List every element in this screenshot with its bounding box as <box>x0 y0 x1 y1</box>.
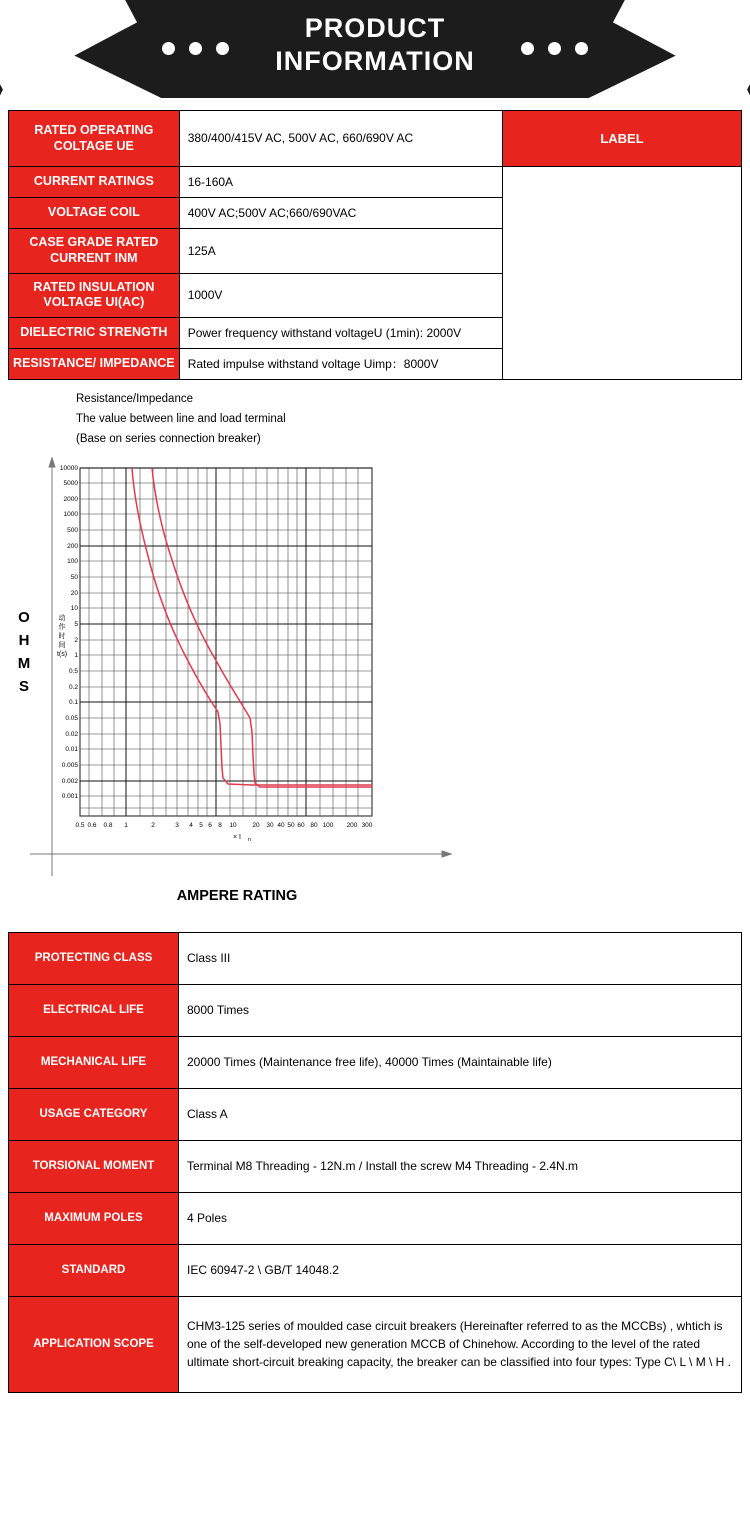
spec-value: Rated impulse withstand voltage Uimp：8000V <box>179 349 502 380</box>
spec-table-top-container <box>8 110 742 380</box>
spec-table-bottom <box>8 932 742 1393</box>
spec-value: 20000 Times (Maintenance free life), 40000 Times (Maintainable life) <box>179 1036 742 1088</box>
chart-svg <box>22 456 452 876</box>
svg-text:0.5: 0.5 <box>75 821 85 829</box>
spec-value: Power frequency withstand voltageU (1min): 2000V <box>179 317 502 348</box>
svg-text:n: n <box>248 836 251 843</box>
table-row <box>9 984 742 1036</box>
y-axis-title-char-h: H <box>18 631 30 649</box>
svg-text:10000: 10000 <box>59 464 78 472</box>
svg-text:4: 4 <box>189 821 193 829</box>
resistance-notes <box>76 390 750 449</box>
table-row <box>9 1296 742 1392</box>
page-header-banner <box>0 0 750 98</box>
svg-text:1000: 1000 <box>63 510 78 518</box>
y-axis-title-char-o: O <box>18 608 30 626</box>
svg-text:0.01: 0.01 <box>65 745 78 753</box>
spec-value: 1000V <box>179 273 502 317</box>
page-title-line-1: PRODUCT <box>304 13 446 43</box>
spec-label: DIELECTRIC STRENGTH <box>9 317 180 348</box>
svg-text:3: 3 <box>175 821 179 829</box>
note-line-2: The value between line and load terminal <box>76 413 286 426</box>
svg-text:1: 1 <box>74 651 78 659</box>
table-row <box>9 1244 742 1296</box>
svg-text:0.8: 0.8 <box>103 821 113 829</box>
spec-label: RATED INSULATION VOLTAGE UI(AC) <box>9 273 180 317</box>
note-line-1: Resistance/Impedance <box>76 393 193 406</box>
spec-label: ELECTRICAL LIFE <box>9 984 179 1036</box>
chart-x-tick-labels <box>75 822 372 829</box>
svg-text:0.05: 0.05 <box>65 714 78 722</box>
table-row <box>9 1036 742 1088</box>
spec-label: MAXIMUM POLES <box>9 1192 179 1244</box>
spec-value: Terminal M8 Threading - 12N.m / Install the screw M4 Threading - 2.4N.m <box>179 1140 742 1192</box>
spec-label: TORSIONAL MOMENT <box>9 1140 179 1192</box>
svg-text:300: 300 <box>361 821 373 829</box>
table-row <box>9 932 742 984</box>
note-line-3: (Base on series connection breaker) <box>76 432 261 445</box>
svg-text:50: 50 <box>287 821 295 829</box>
svg-text:时: 时 <box>58 632 66 640</box>
label-image-placeholder <box>503 167 742 380</box>
spec-label: STANDARD <box>9 1244 179 1296</box>
table-row <box>9 1192 742 1244</box>
svg-text:8: 8 <box>218 821 222 829</box>
spec-label: CASE GRADE RATED CURRENT INM <box>9 229 180 273</box>
svg-text:5000: 5000 <box>63 479 78 487</box>
y-axis-title-char-m: M <box>17 655 31 673</box>
svg-text:100: 100 <box>67 557 78 565</box>
svg-text:40: 40 <box>277 821 285 829</box>
svg-text:10: 10 <box>70 604 78 612</box>
svg-text:60: 60 <box>297 821 305 829</box>
svg-text:50: 50 <box>70 573 78 581</box>
spec-value: IEC 60947-2 \ GB/T 14048.2 <box>179 1244 742 1296</box>
svg-text:80: 80 <box>310 821 318 829</box>
spec-label: RATED OPERATING COLTAGE UE <box>9 111 180 167</box>
svg-text:200: 200 <box>346 821 358 829</box>
svg-text:6: 6 <box>208 821 212 829</box>
table-row <box>9 111 742 167</box>
spec-label: APPLICATION SCOPE <box>9 1296 179 1392</box>
svg-text:200: 200 <box>67 542 78 550</box>
chart-plot-area <box>22 456 452 876</box>
svg-text:0.001: 0.001 <box>61 792 78 800</box>
spec-table-top <box>8 110 742 380</box>
table-row <box>9 167 742 198</box>
spec-value: Class III <box>179 932 742 984</box>
svg-text:动: 动 <box>58 614 66 622</box>
svg-text:100: 100 <box>322 821 334 829</box>
spec-value: 400V AC;500V AC;660/690VAC <box>179 198 502 229</box>
spec-label: CURRENT RATINGS <box>9 167 180 198</box>
svg-text:500: 500 <box>67 526 78 534</box>
chart-frame <box>80 468 372 816</box>
spec-value: Class A <box>179 1088 742 1140</box>
svg-text:0.02: 0.02 <box>65 730 78 738</box>
spec-value: 380/400/415V AC, 500V AC, 660/690V AC <box>179 111 502 167</box>
svg-text:0.6: 0.6 <box>87 821 97 829</box>
svg-text:作: 作 <box>58 623 66 631</box>
spec-label: PROTECTING CLASS <box>9 932 179 984</box>
svg-text:0.5: 0.5 <box>68 667 78 675</box>
svg-text:5: 5 <box>199 821 203 829</box>
label-column-header: LABEL <box>503 111 742 167</box>
spec-value: 16-160A <box>179 167 502 198</box>
svg-text:0.1: 0.1 <box>68 698 78 706</box>
svg-text:2000: 2000 <box>63 495 78 503</box>
svg-text:0.005: 0.005 <box>61 761 78 769</box>
page-title-line-2: INFORMATION <box>275 45 475 76</box>
page-title <box>0 12 750 78</box>
svg-text:2: 2 <box>74 636 78 644</box>
spec-table-bottom-container <box>8 932 742 1393</box>
svg-text:0.002: 0.002 <box>61 777 78 785</box>
spec-value: 125A <box>179 229 502 273</box>
svg-text:30: 30 <box>266 821 274 829</box>
svg-text:5: 5 <box>74 620 78 628</box>
spec-value: 8000 Times <box>179 984 742 1036</box>
spec-value: 4 Poles <box>179 1192 742 1244</box>
table-row <box>9 1088 742 1140</box>
svg-text:t(s): t(s) <box>56 650 68 658</box>
svg-text:× I: × I <box>233 833 241 841</box>
svg-text:2: 2 <box>151 821 155 829</box>
table-row <box>9 1140 742 1192</box>
spec-label: RESISTANCE/ IMPEDANCE <box>9 349 180 380</box>
svg-text:10: 10 <box>229 821 237 829</box>
svg-text:20: 20 <box>252 821 260 829</box>
svg-text:0.2: 0.2 <box>68 683 78 691</box>
svg-text:20: 20 <box>70 589 78 597</box>
svg-text:间: 间 <box>58 641 66 649</box>
chart-x-axis-title: AMPERE RATING <box>176 887 298 904</box>
spec-label: USAGE CATEGORY <box>9 1088 179 1140</box>
spec-label: MECHANICAL LIFE <box>9 1036 179 1088</box>
tripping-curve-chart <box>0 456 750 926</box>
spec-value: CHM3-125 series of moulded case circuit breakers (Hereinafter referred to as the MCCBs) , whtich is one of the self-developed new generation MCCB of Chinehow. According to the level of the rated ultimate short-circuit breaking capacity, the breaker can be classified into four types: Type C\ L \ M \ H . <box>179 1296 742 1392</box>
spec-label: VOLTAGE COIL <box>9 198 180 229</box>
svg-text:1: 1 <box>124 821 128 829</box>
y-axis-title-char-s: S <box>18 678 29 696</box>
